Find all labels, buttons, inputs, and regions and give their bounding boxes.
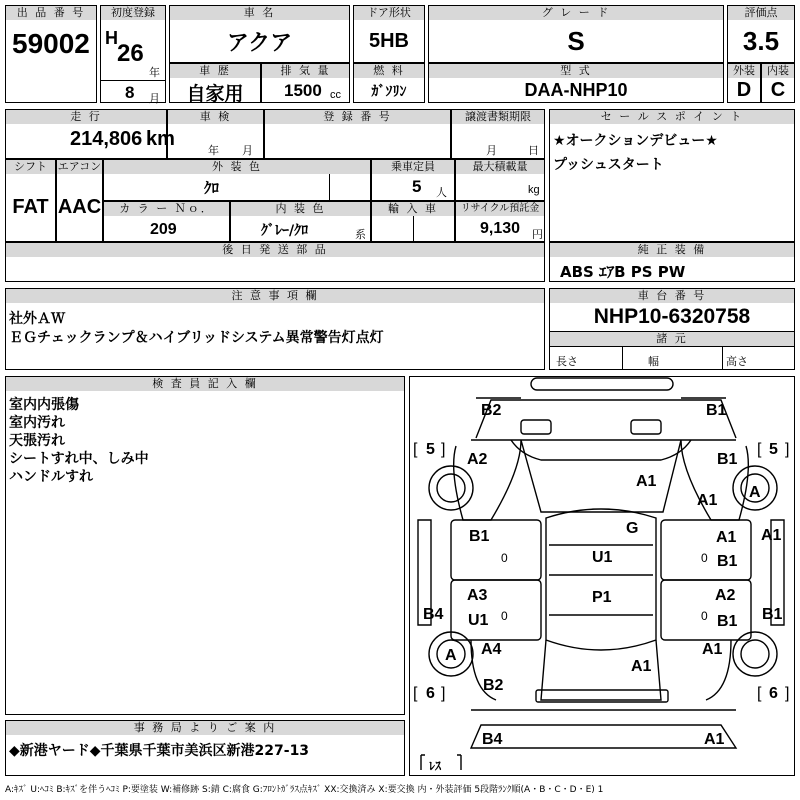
ext-grade: D	[736, 79, 752, 101]
int-cell	[761, 63, 795, 103]
int-grade: C	[770, 79, 786, 101]
tire-bracket: [	[757, 685, 762, 702]
mileage: 214,806	[70, 128, 143, 150]
color-no-cell	[103, 201, 230, 242]
score-label: 評価点	[728, 6, 794, 20]
equipment: ABS ｴｱB PS PW	[560, 263, 686, 281]
damage-mark-a1-rear-right: A1	[702, 641, 723, 658]
tire-bracket: ]	[441, 441, 446, 458]
door-handle-mark: 0	[501, 609, 508, 623]
grade-label: グ レ ー ド	[429, 6, 723, 20]
grade-cell	[428, 5, 724, 63]
displacement-label: 排 気 量	[262, 64, 349, 78]
office-cell	[5, 720, 405, 776]
capacity-cell	[371, 159, 455, 201]
damage-mark-a3: A3	[467, 587, 488, 604]
ext-cell	[727, 63, 761, 103]
load-cell	[455, 159, 545, 201]
notes-cell	[5, 288, 545, 370]
inspector-line: 室内内張傷	[9, 397, 79, 413]
sales-line-2: プッシュスタート	[553, 157, 664, 173]
insp-month-unit: 月	[242, 144, 253, 157]
damage-mark-p1-roof: P1	[592, 589, 612, 606]
tire-rl-depth: 6	[426, 685, 435, 702]
month-unit: 月	[149, 92, 160, 105]
shift-label: シフト	[6, 160, 55, 174]
door-handle-mark: 0	[701, 551, 708, 565]
history: 自家用	[186, 83, 244, 105]
inspection-label: 車 検	[168, 110, 263, 124]
fuel-cell	[353, 63, 425, 103]
door-handle-mark: 0	[701, 609, 708, 623]
history-label: 車 歴	[170, 64, 260, 78]
transfer-label: 譲渡書類期限	[452, 110, 544, 124]
damage-mark-a-rear-left-wheel: A	[445, 647, 457, 664]
reg-no-label: 登 録 番 号	[265, 110, 450, 124]
first-reg-label: 初度登録	[101, 6, 165, 20]
tire-bracket: [	[413, 441, 418, 458]
damage-mark-b4-bumper: B4	[482, 731, 503, 748]
damage-mark-b2-rear: B2	[483, 677, 504, 694]
score-cell	[727, 5, 795, 63]
inspector-cell	[5, 376, 405, 715]
damage-mark-a1-right-door: A1	[716, 529, 737, 546]
damage-mark-b4-left-sill: B4	[423, 606, 444, 623]
chassis-cell	[549, 288, 795, 370]
lot-number: 59002	[12, 28, 90, 59]
damage-mark-u1-left: U1	[468, 612, 489, 629]
history-cell	[169, 63, 261, 103]
displacement-cell	[261, 63, 350, 103]
car-diagram-svg	[410, 377, 794, 775]
reg-no-cell	[264, 109, 451, 159]
chassis-label: 車 台 番 号	[550, 289, 794, 303]
km-unit: km	[146, 128, 175, 150]
damage-mark-a4: A4	[481, 641, 502, 658]
door-cell	[353, 5, 425, 63]
later-parts-cell	[5, 242, 545, 282]
tire-rr-depth: 6	[769, 685, 778, 702]
inspector-label: 検 査 員 記 入 欄	[6, 377, 404, 391]
office-text: ◆新港ヤード◆千葉県千葉市美浜区新港227-13	[9, 743, 310, 759]
damage-mark-a1-bumper: A1	[704, 731, 725, 748]
tire-bracket: ]	[785, 685, 790, 702]
lot-label: 出 品 番 号	[6, 6, 96, 20]
tire-bracket: [	[413, 685, 418, 702]
transfer-day-unit: 日	[528, 144, 539, 157]
damage-mark-a1-trunk: A1	[631, 658, 652, 675]
transfer-month-unit: 月	[486, 144, 497, 157]
damage-mark-b1-right-door: B1	[717, 553, 738, 570]
person-unit: 人	[436, 186, 447, 199]
door-label: ドア形状	[354, 6, 424, 20]
ext-label: 外装	[728, 64, 760, 78]
fuel-label: 燃 料	[354, 64, 424, 78]
notes-label: 注 意 事 項 欄	[6, 289, 544, 303]
damage-mark-a2: A2	[467, 451, 488, 468]
grade: S	[567, 26, 585, 56]
damage-mark-b1-upper-right: B1	[717, 451, 738, 468]
car-name-label: 車 名	[170, 6, 349, 20]
later-parts-label: 後 日 発 送 部 品	[6, 243, 544, 257]
transfer-cell	[451, 109, 545, 159]
int-label: 内装	[762, 64, 794, 78]
notes-line-2: ＥＧチェックランプ＆ハイブリッドシステム異常警告灯点灯	[9, 330, 384, 346]
reg-year: 26	[117, 40, 144, 67]
recycle-cell	[455, 201, 545, 242]
int-color-label: 内 装 色	[231, 202, 370, 216]
era: H	[105, 28, 118, 48]
damage-mark-b1-left-door: B1	[469, 528, 490, 545]
damage-mark-a1-right-fender: A1	[697, 492, 718, 509]
import-label: 輸 入 車	[372, 202, 454, 216]
car-name: アクア	[226, 31, 293, 56]
damage-mark-g: G	[626, 520, 639, 537]
yen-unit: 円	[532, 228, 543, 241]
damage-mark-a1-hood: A1	[636, 473, 657, 490]
recycle: 9,130	[480, 220, 521, 237]
ext-color: ｸﾛ	[204, 179, 220, 197]
int-color: ｸﾞﾚｰ/ｸﾛ	[261, 223, 309, 239]
shift-cell	[5, 159, 56, 242]
model-label: 型 式	[429, 64, 723, 78]
damage-mark-a2-right: A2	[715, 587, 736, 604]
year-unit: 年	[149, 66, 160, 79]
inspector-line: 室内汚れ	[9, 415, 65, 431]
capacity: 5	[412, 177, 422, 196]
car-name-cell	[169, 5, 350, 63]
mileage-label: 走 行	[6, 110, 166, 124]
sales-point-label: セ ー ル ス ポ イ ン ト	[550, 110, 794, 124]
reg-month: 8	[125, 83, 135, 102]
tire-fl-depth: 5	[426, 441, 435, 458]
fuel: ｶﾞｿﾘﾝ	[371, 84, 407, 100]
capacity-label: 乗車定員	[372, 160, 454, 174]
damage-mark-b1-right-sill: B1	[762, 606, 783, 623]
spare-tire: ﾚｽ	[429, 759, 442, 773]
spec-height: 高さ	[726, 355, 748, 368]
spec-length: 長さ	[556, 355, 578, 368]
import-cell	[371, 201, 455, 242]
inspector-line: 天張汚れ	[9, 433, 65, 449]
spec-width: 幅	[648, 355, 659, 368]
cc-unit: cc	[330, 89, 341, 101]
chassis-number: NHP10-6320758	[593, 305, 751, 328]
damage-mark-b1-right: B1	[706, 402, 727, 419]
sales-point-cell	[549, 109, 795, 242]
model: DAA-NHP10	[524, 80, 628, 100]
damage-mark-u1-roof: U1	[592, 549, 613, 566]
tire-fr-depth: 5	[769, 441, 778, 458]
tire-bracket: [	[757, 441, 762, 458]
model-cell	[428, 63, 724, 103]
inspector-line: ハンドルすれ	[9, 469, 93, 485]
int-color-cell	[230, 201, 371, 242]
ext-color-label: 外 装 色	[104, 160, 370, 174]
sales-line-1: ★オークションデビュー★	[553, 133, 718, 149]
shift: FAT	[12, 196, 49, 218]
load-label: 最大積載量	[456, 160, 544, 174]
notes-line-1: 社外ＡＷ	[9, 311, 65, 327]
color-no: 209	[150, 221, 177, 238]
first-reg-cell	[100, 5, 166, 103]
inspection-cell	[167, 109, 264, 159]
displacement: 1500	[284, 81, 322, 100]
score: 3.5	[742, 26, 780, 56]
mileage-cell	[5, 109, 175, 159]
door-handle-mark: 0	[501, 551, 508, 565]
equipment-label: 純 正 装 備	[550, 243, 794, 257]
tire-bracket: ]	[785, 441, 790, 458]
damage-mark-b2-left: B2	[481, 402, 502, 419]
ac: AAC	[57, 196, 102, 218]
equipment-cell	[549, 242, 795, 282]
recycle-label: リサイクル預託金	[456, 202, 544, 216]
ext-color-cell	[103, 159, 371, 201]
ac-cell	[56, 159, 103, 242]
damage-mark-a1-right-edge: A1	[761, 527, 782, 544]
ac-label: エアコン	[57, 160, 102, 173]
office-label: 事 務 局 よ り ご 案 内	[6, 721, 404, 735]
door-type: 5HB	[368, 30, 409, 52]
inspector-line: シートすれ中、しみ中	[9, 451, 149, 467]
damage-diagram	[409, 376, 795, 776]
damage-mark-a-front-right-wheel: A	[749, 484, 761, 501]
insp-year-unit: 年	[208, 144, 219, 157]
damage-mark-b1-right-rear-door: B1	[717, 613, 738, 630]
kg-unit: kg	[528, 184, 540, 196]
lot-cell	[5, 5, 97, 103]
spec-label: 諸 元	[550, 331, 794, 347]
legend: A:ｷｽﾞ U:ﾍｺﾐ B:ｷｽﾞを伴うﾍｺﾐ P:要塗装 W:補修跡 S:錆 C:腐食 G:ﾌﾛﾝﾄｶﾞﾗｽ点ｷｽﾞ XX:交換済み X:要交換 内・外装評価 5段階ﾗﾝｸ順(A・B・C・D・E) 1	[5, 785, 604, 795]
color-no-label: カ ラ ー Ｎｏ．	[104, 202, 229, 216]
kei-unit: 系	[355, 228, 366, 241]
tire-bracket: ]	[441, 685, 446, 702]
